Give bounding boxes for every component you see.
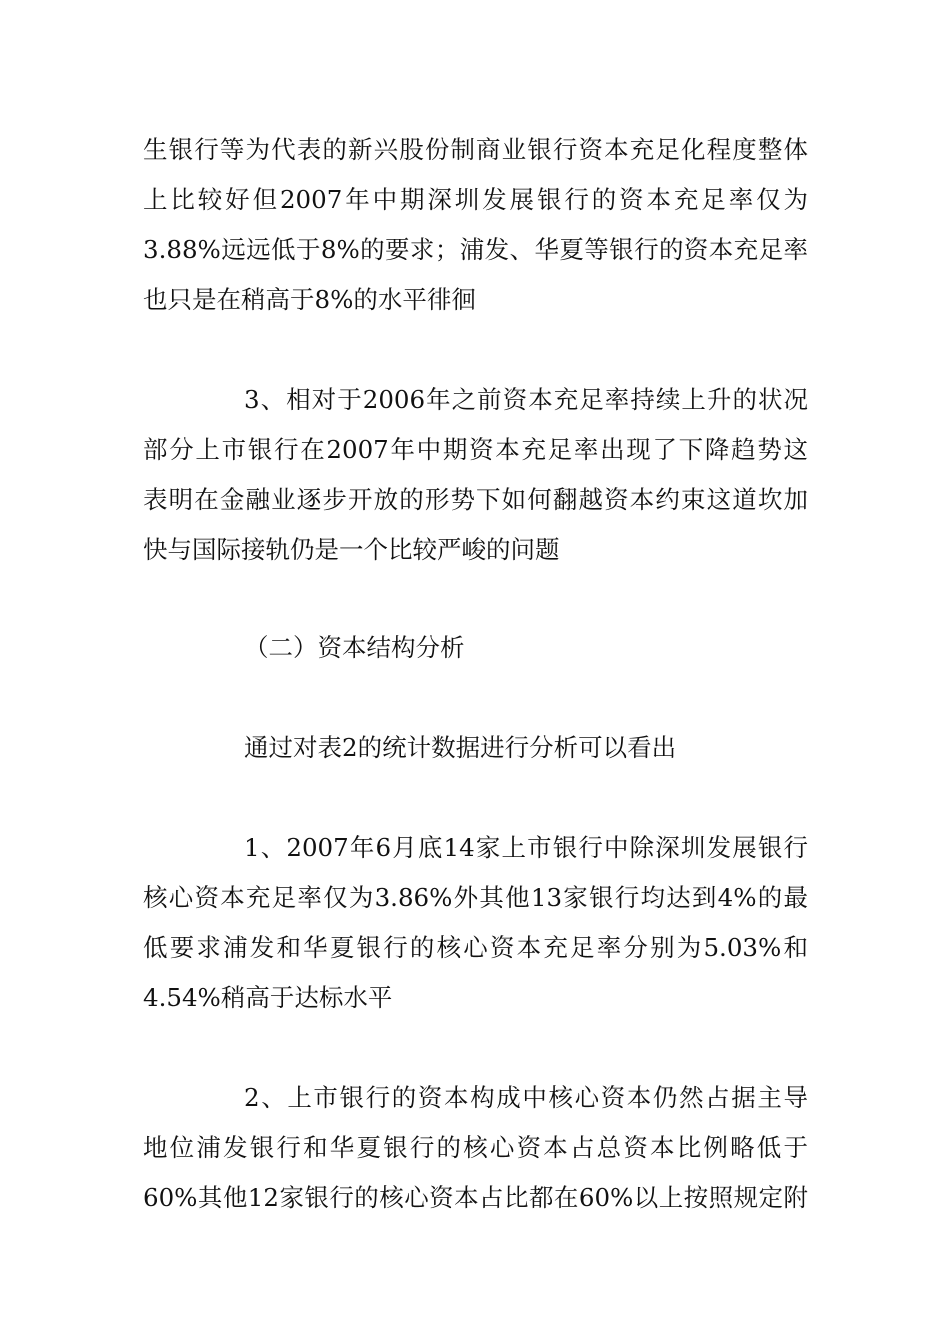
section-heading: （二）资本结构分析	[244, 633, 465, 662]
paragraph-line: 通过对表2的统计数据进行分析可以看出	[244, 733, 677, 762]
paragraph-line: 低要求浦发和华夏银行的核心资本充足率分别为5.03%和	[143, 933, 808, 962]
paragraph-line: 部分上市银行在2007年中期资本充足率出现了下降趋势这	[143, 435, 808, 464]
paragraph-line: 也只是在稍高于8%的水平徘徊	[143, 285, 476, 314]
paragraph-line: 2、上市银行的资本构成中核心资本仍然占据主导	[244, 1083, 808, 1112]
paragraph-line: 60%其他12家银行的核心资本占比都在60%以上按照规定附	[143, 1183, 808, 1212]
paragraph-line: 上比较好但2007年中期深圳发展银行的资本充足率仅为	[143, 185, 808, 214]
paragraph-line: 生银行等为代表的新兴股份制商业银行资本充足化程度整体	[143, 135, 808, 164]
paragraph-line: 4.54%稍高于达标水平	[143, 983, 393, 1012]
paragraph-line: 3、相对于2006年之前资本充足率持续上升的状况	[244, 385, 808, 414]
paragraph-line: 表明在金融业逐步开放的形势下如何翻越资本约束这道坎加	[143, 485, 808, 514]
paragraph-line: 快与国际接轨仍是一个比较严峻的问题	[143, 535, 560, 564]
paragraph-line: 地位浦发银行和华夏银行的核心资本占总资本比例略低于	[143, 1133, 808, 1162]
paragraph-line: 核心资本充足率仅为3.86%外其他13家银行均达到4%的最	[143, 883, 808, 912]
paragraph-line: 1、2007年6月底14家上市银行中除深圳发展银行	[244, 833, 808, 862]
paragraph-line: 3.88%远远低于8%的要求；浦发、华夏等银行的资本充足率	[143, 235, 808, 264]
